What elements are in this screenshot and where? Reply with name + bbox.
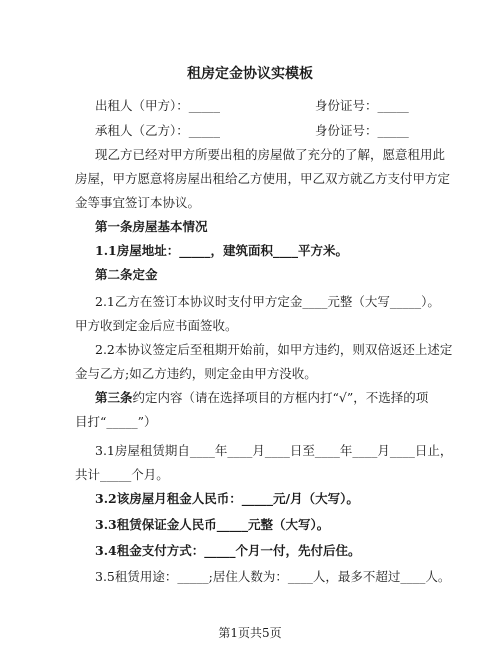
intro-line-1: 现乙方已经对甲方所要出租的房屋做了充分的了解，愿意租用此 bbox=[95, 147, 446, 162]
article-3-2: 3.2该房屋月租金人民币：_____元/月（大写）。 bbox=[95, 491, 359, 506]
lessee-label: 承租人（乙方）：_____ bbox=[95, 123, 221, 138]
article-2-1-line-1: 2.1乙方在签订本协议时支付甲方定金____元整（大写_____）。 bbox=[95, 294, 440, 309]
article-3-3: 3.3租赁保证金人民币_____元整（大写）。 bbox=[95, 517, 330, 532]
article-3-heading: 第三条 bbox=[95, 390, 133, 405]
article-3-text: 约定内容（请在选择项目的方框内打“√”，不选择的项 bbox=[132, 390, 429, 405]
article-1-title: 第一条房屋基本情况 bbox=[95, 219, 208, 234]
page-footer: 第1页共5页 bbox=[218, 626, 282, 640]
article-2-title: 第二条定金 bbox=[95, 267, 158, 282]
intro-line-3: 金等事宜签订本协议。 bbox=[75, 195, 201, 210]
lessor-label: 出租人（甲方）：_____ bbox=[95, 98, 221, 113]
article-3-1-line-1: 3.1房屋租赁期自____年____月____日至____年____月____日止， bbox=[95, 443, 453, 458]
article-2-1-line-2: 甲方收到定金后应书面签收。 bbox=[75, 318, 238, 333]
article-2-2-line-2: 金与乙方;如乙方违约，则定金由甲方没收。 bbox=[75, 366, 317, 381]
article-2-2-line-1: 2.2本协议签定后至租期开始前，如甲方违约，则双倍返还上述定 bbox=[95, 342, 453, 357]
intro-line-2: 房屋，甲方愿意将房屋出租给乙方使用，甲乙双方就乙方支付甲方定 bbox=[75, 171, 451, 186]
lessor-id: 身份证号：_____ bbox=[315, 98, 409, 113]
document-title: 租房定金协议实模板 bbox=[187, 66, 313, 82]
article-3-5: 3.5租赁用途：_____;居住人数为：____人，最多不超过____人。 bbox=[95, 569, 451, 584]
article-1-1: 1.1房屋地址：_____，建筑面积____平方米。 bbox=[95, 243, 348, 258]
lessee-id: 身份证号：_____ bbox=[315, 123, 409, 138]
article-3-line-1 bbox=[95, 388, 428, 406]
article-3-4: 3.4租金支付方式：_____个月一付，先付后住。 bbox=[95, 543, 361, 558]
article-3-line-2: 目打“_____”） bbox=[75, 414, 157, 429]
article-3-1-line-2: 共计_____个月。 bbox=[75, 467, 169, 482]
